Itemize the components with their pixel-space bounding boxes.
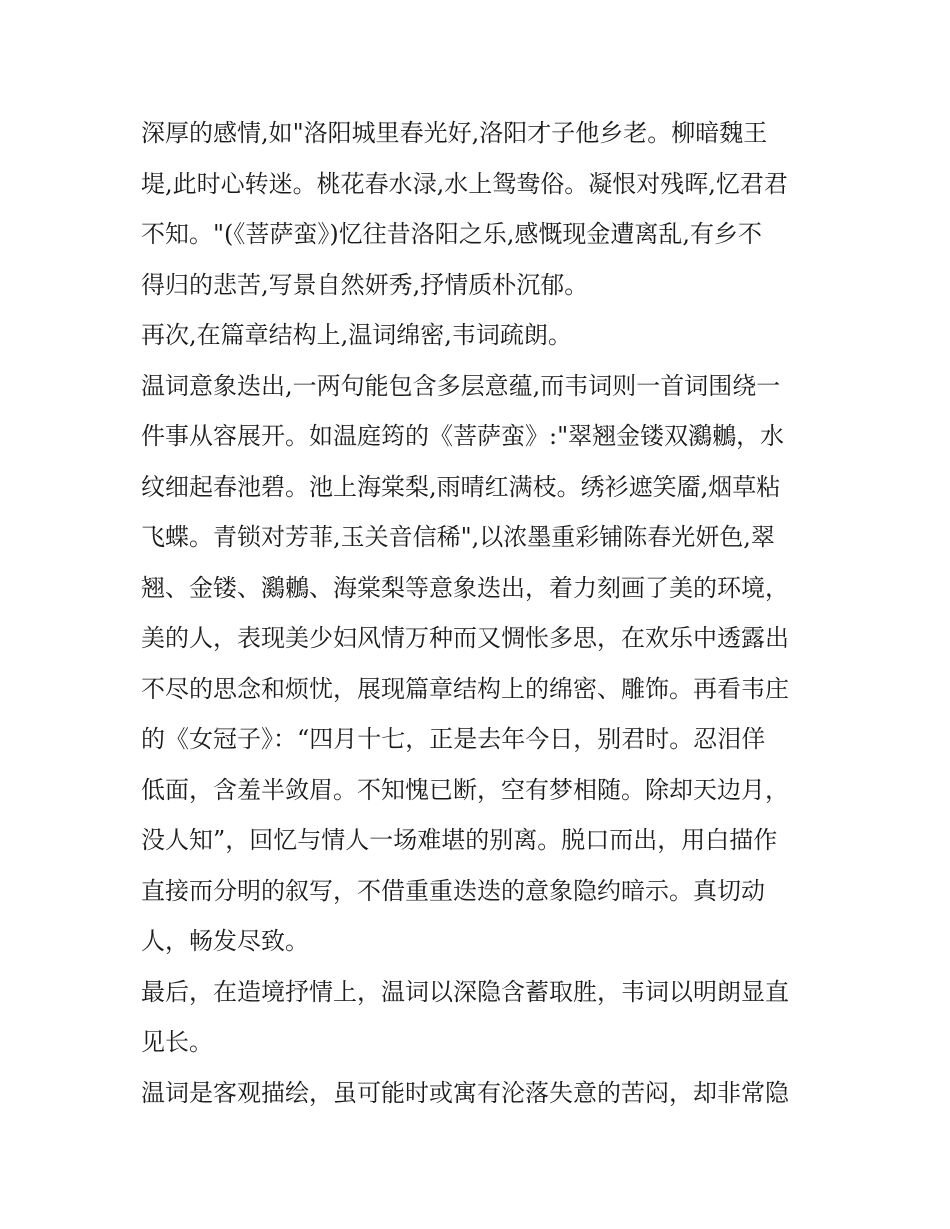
paragraph-4 bbox=[141, 967, 817, 1068]
text-line: 不尽的思念和烦忧，展现篇章结构上的绵密、雕饰。再看韦庄 bbox=[141, 674, 789, 703]
text-line: 深厚的感情,如"洛阳城里春光好,洛阳才子他乡老。柳暗魏王 bbox=[141, 119, 768, 147]
paragraph-5 bbox=[141, 1068, 817, 1119]
text-line: 再次,在篇章结构上,温词绵密,韦词疏朗。 bbox=[141, 321, 572, 349]
text-line: 的《女冠子》：“四月十七，正是去年今日，别君时。忍泪佯 bbox=[141, 725, 766, 753]
text-line: 得归的悲苦,写景自然妍秀,抒情质朴沉郁。 bbox=[141, 270, 589, 299]
text-line: 人，畅发尽致。 bbox=[141, 927, 309, 955]
text-line: 堤,此时心转迷。桃花春水渌,水上鸳鸯俗。凝恨对残晖,忆君君 bbox=[141, 169, 788, 198]
text-line: 翘、金镂、鸂鶒、海棠梨等意象迭出，着力刻画了美的环境， bbox=[141, 573, 789, 602]
text-line: 温词是客观描绘，虽可能时或寓有沦落失意的苦闷，却非常隐 bbox=[141, 1078, 789, 1107]
text-line: 纹细起春池碧。池上海棠梨,雨晴红满枝。绣衫遮笑靥,烟草粘 bbox=[141, 472, 781, 501]
text-line: 件事从容展开。如温庭筠的《菩萨蛮》:"翠翘金镂双鸂鶒，水 bbox=[141, 422, 785, 450]
text-line: 没人知”，回忆与情人一场难堪的别离。脱口而出，用白描作 bbox=[141, 826, 778, 854]
text-line: 温词意象迭出,一两句能包含多层意蕴,而韦词则一首词围绕一 bbox=[141, 371, 781, 400]
text-line: 最后，在造境抒情上，温词以深隐含蓄取胜，韦词以明朗显直 bbox=[141, 977, 789, 1006]
paragraph-2 bbox=[141, 310, 817, 361]
paragraph-3 bbox=[141, 361, 817, 967]
text-line: 低面，含羞半敛眉。不知愧已断，空有梦相随。除却天边月， bbox=[141, 775, 789, 804]
text-line: 美的人，表现美少妇风情万种而又惆怅多思，在欢乐中透露出 bbox=[141, 624, 789, 652]
document-body bbox=[141, 108, 817, 1118]
text-line: 不知。"(《菩萨蛮》)忆往昔洛阳之乐,感慨现金遭离乱,有乡不 bbox=[141, 220, 763, 248]
text-line: 直接而分明的叙写，不借重重迭迭的意象隐约暗示。真切动 bbox=[141, 876, 765, 905]
paragraph-1 bbox=[141, 108, 817, 310]
text-line: 飞蝶。青锁对芳菲,玉关音信稀",以浓墨重彩铺陈春光妍色,翠 bbox=[141, 523, 775, 551]
text-line: 见长。 bbox=[141, 1028, 213, 1056]
